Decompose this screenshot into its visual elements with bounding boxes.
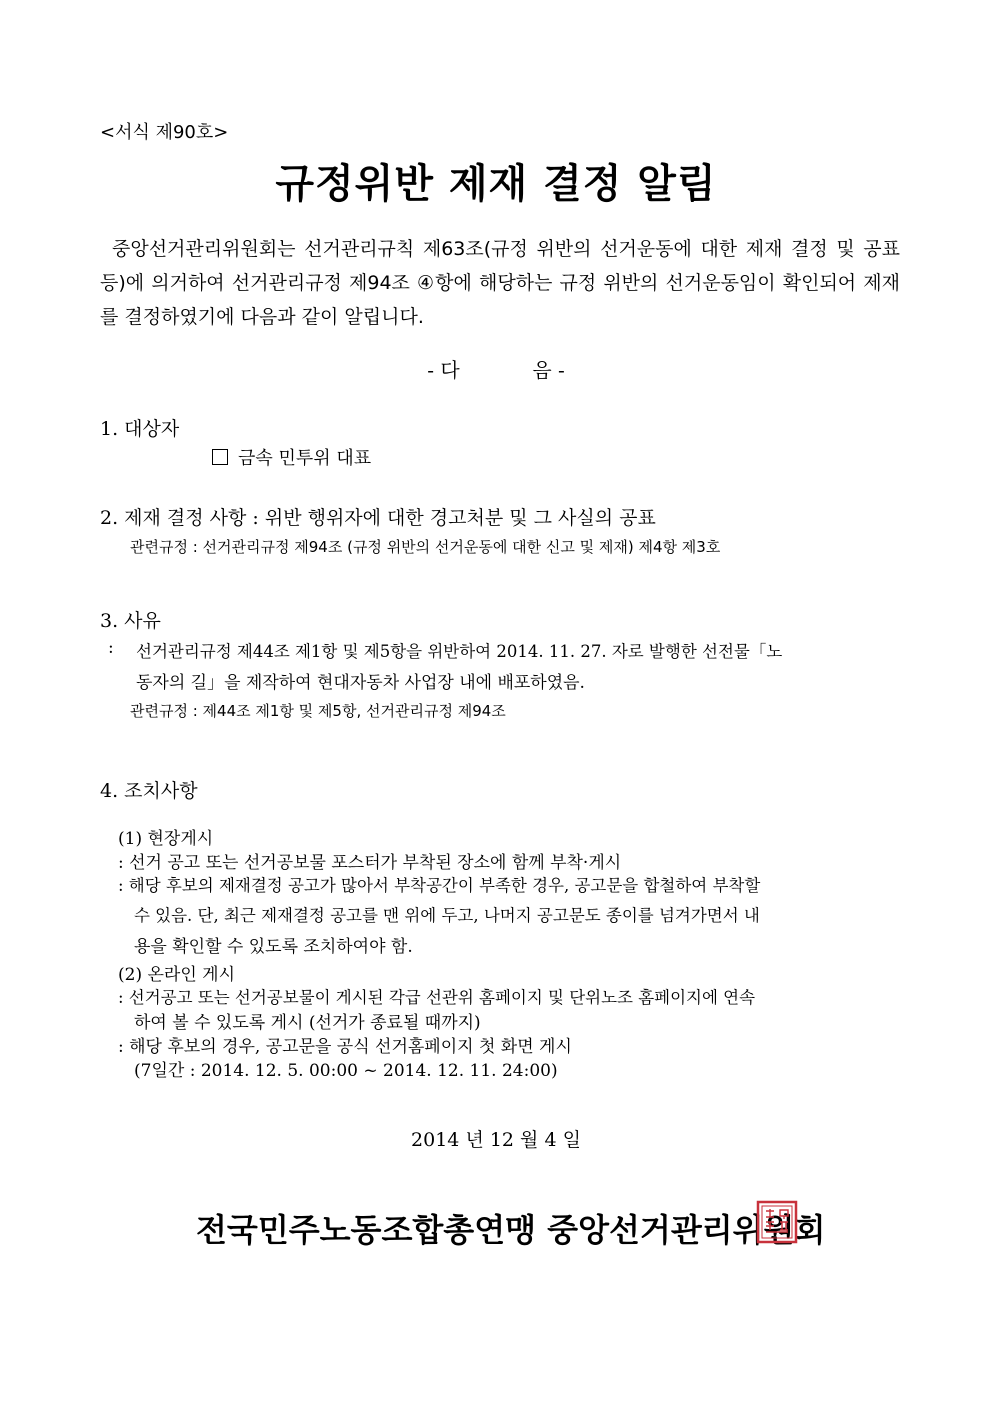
sub1-item2-line3: 용을 확인할 수 있도록 조치하여야 함. xyxy=(134,937,413,957)
document-date: 2014 년 12 월 4 일 xyxy=(411,1129,581,1151)
sub2-title: (2) 온라인 게시 xyxy=(118,965,235,985)
sub1-item2-line2: 수 있음. 단, 최근 제재결정 공고를 맨 위에 두고, 나머지 공고문도 종이를 넘겨가면서 내 xyxy=(134,906,760,925)
da-eum-divider xyxy=(0,354,992,383)
sub2-item2-line2: (7일간 : 2014. 12. 5. 00:00 ~ 2014. 12. 11. 24:00) xyxy=(134,1061,558,1081)
section4-heading: 4. 조치사항 xyxy=(100,780,198,802)
signer-organization: 전국민주노동조합총연맹 중앙선거관리위원회 xyxy=(196,1211,826,1249)
section3-reason-line1: 선거관리규정 제44조 제1항 및 제5항을 위반하여 2014. 11. 27. 자로 발행한 선전물「노 xyxy=(136,642,783,661)
section1-heading: 1. 대상자 xyxy=(100,418,180,440)
page-title: 규정위반 제재 결정 알림 xyxy=(275,161,717,207)
sub1-item1: : 선거 공고 또는 선거공보물 포스터가 부착된 장소에 함께 부착·게시 xyxy=(118,853,622,873)
sub2-item2-line1: : 해당 후보의 경우, 공고문을 공식 선거홈페이지 첫 화면 게시 xyxy=(118,1037,572,1057)
checkbox-square-icon xyxy=(212,449,228,465)
sub2-item1-line1: : 선거공고 또는 선거공보물이 게시된 각급 선관위 홈페이지 및 단위노조 홈페이지에 연속 xyxy=(118,988,756,1007)
official-seal-icon xyxy=(756,1200,798,1244)
eum-label: 음 - xyxy=(532,358,565,382)
section1-item xyxy=(212,444,371,470)
section2-related: 관련규정 : 선거관리규정 제94조 (규정 위반의 선거운동에 대한 신고 및 제재) 제4항 제3호 xyxy=(130,538,721,556)
section2-heading: 2. 제재 결정 사항 : 위반 행위자에 대한 경고처분 및 그 사실의 공표 xyxy=(100,507,656,529)
section3-heading: 3. 사유 xyxy=(100,610,161,632)
section3-colon: : xyxy=(108,638,114,658)
sub1-item2-line1: : 해당 후보의 제재결정 공고가 많아서 부착공간이 부족한 경우, 공고문을 합철하여 부착할 xyxy=(118,876,761,895)
sub1-title: (1) 현장게시 xyxy=(118,829,214,849)
section3-related: 관련규정 : 제44조 제1항 및 제5항, 선거관리규정 제94조 xyxy=(130,702,506,720)
intro-paragraph: 중앙선거관리위원회는 선거관리규칙 제63조(규정 위반의 선거운동에 대한 제재 결정 및 공표 등)에 의거하여 선거관리규정 제94조 ④항에 해당하는 규정 위반의 선거운동임이 확인되어 제재를 결정하였기에 다음과 같이 알립니다. xyxy=(100,238,900,328)
section3-reason-line2: 동자의 길」을 제작하여 현대자동차 사업장 내에 배포하였음. xyxy=(136,673,585,693)
form-number: <서식 제90호> xyxy=(100,122,229,143)
sub2-item1-line2: 하여 볼 수 있도록 게시 (선거가 종료될 때까지) xyxy=(134,1013,481,1033)
section1-item-label: 금속 민투위 대표 xyxy=(238,448,372,469)
da-label: - 다 xyxy=(427,358,460,382)
